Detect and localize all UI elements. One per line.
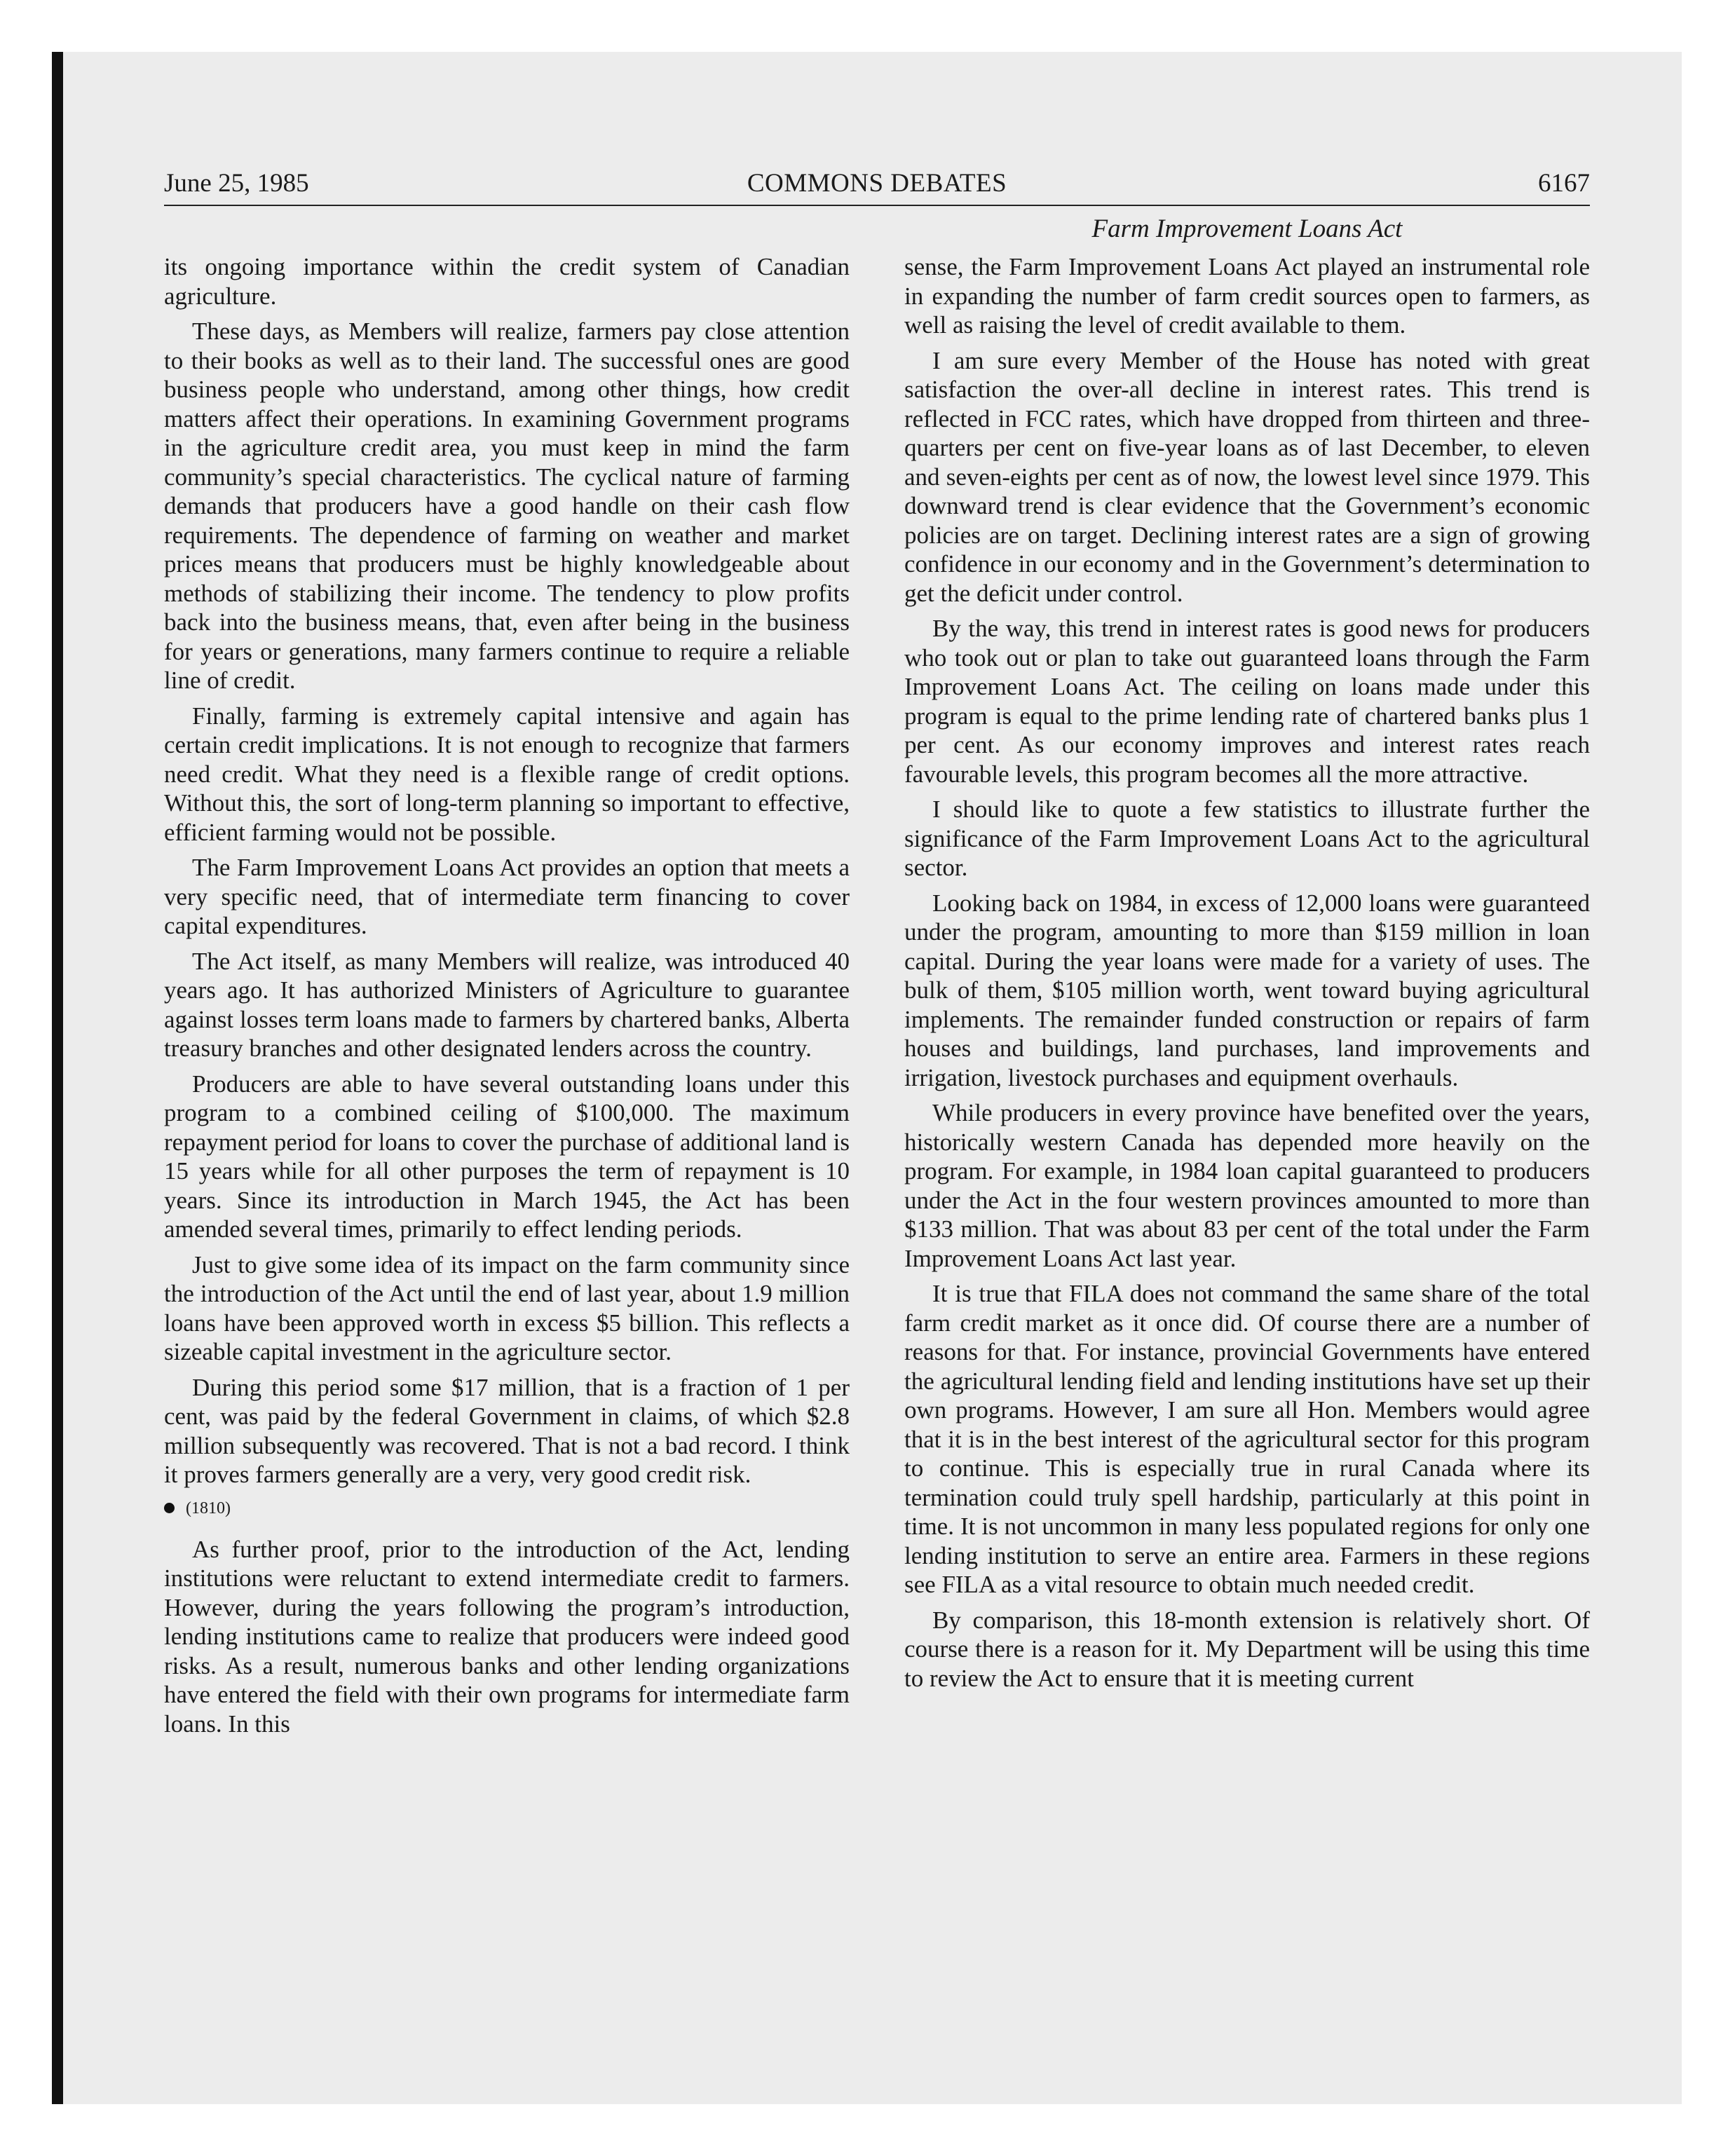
left-paragraph-6: Producers are able to have several outstanding loans under this program to a combined ceiling of $100,000. The maximum repayment period for loans to cover the purchase of additional land is 15 years while for all other purposes the term of repayment is 10 years. Since its introduction in March 1945, the Act has been amended several times, primarily to effect lending periods.: [164, 1070, 850, 1243]
header-page-number: 6167: [1538, 169, 1590, 198]
header-title: COMMONS DEBATES: [747, 169, 1007, 198]
right-paragraph-7: It is true that FILA does not command the same share of the total farm credit market as it once did. Of course there are a number of reasons for that. For instance, provincial Governments have entered the agricultural lending field and lending institutions have set up their own programs. However, I am sure all Hon. Members would agree that it is in the best interest of the agricultural sector for this program to continue. This is especially true in rural Canada where its termination could truly spell hardship, particularly at this point in time. It is not uncommon in many less populated regions for only one lending institution to serve an entire area. Farmers in these regions see FILA as a vital resource to obtain much needed credit.: [904, 1280, 1590, 1598]
right-paragraph-6: While producers in every province have benefited over the years, historically western Canada has depended more heavily on the program. For example, in 1984 loan capital guaranteed to producers under the Act in the four western provinces amounted to more than $133 million. That was about 83 per cent of the total under the Farm Improvement Loans Act last year.: [904, 1099, 1590, 1272]
left-paragraph-2: These days, as Members will realize, farmers pay close attention to their books as well as to their land. The successful ones are good business people who understand, among other things, how credit matters affect their operations. In examining Government programs in the agriculture credit area, you must keep in mind the farm community’s special characteristics. The cyclical nature of farming demands that producers have a good handle on their cash flow requirements. The dependence of farming on weather and market prices means that producers must be highly knowledgeable about methods of stabilizing their income. The tendency to plow profits back into the business means, that, even after being in the business for years or generations, many farmers continue to require a reliable line of credit.: [164, 318, 850, 694]
left-paragraph-8: During this period some $17 million, that is a fraction of 1 per cent, was paid by the federal Government in claims, of which $2.8 million subsequently was recovered. That is not a bad record. I think it proves farmers generally are a very, very good credit risk.: [164, 1373, 850, 1488]
time-marker-label: (1810): [186, 1499, 231, 1517]
page-header: [164, 164, 1590, 203]
right-paragraph-8: By comparison, this 18-month extension is relatively short. Of course there is a reason for it. My Department will be using this time to review the Act to ensure that it is meeting current: [904, 1606, 1590, 1692]
left-paragraph-5: The Act itself, as many Members will realize, was introduced 40 years ago. It has authorized Ministers of Agriculture to guarantee against losses term loans made to farmers by chartered banks, Alberta treasury branches and other designated lenders across the country.: [164, 947, 850, 1062]
right-paragraph-1: sense, the Farm Improvement Loans Act played an instrumental role in expanding the number of farm credit sources open to farmers, as well as raising the level of credit available to them.: [904, 253, 1590, 339]
running-head: Farm Improvement Loans Act: [1091, 214, 1403, 243]
left-paragraph-4: The Farm Improvement Loans Act provides an option that meets a very specific need, that of intermediate term financing to cover capital expenditures.: [164, 854, 850, 939]
left-column: [164, 252, 850, 1745]
header-date: June 25, 1985: [164, 169, 309, 198]
left-paragraph-1: its ongoing importance within the credit system of Canadian agriculture.: [164, 253, 850, 310]
left-paragraph-9: As further proof, prior to the introduction of the Act, lending institutions were reluctant to extend intermediate credit to farmers. However, during the years following the program’s introduction, lending institutions came to realize that producers were indeed good risks. As a result, numerous banks and other lending organizations have entered the field with their own programs for intermediate farm loans. In this: [164, 1535, 850, 1738]
left-paragraph-3: Finally, farming is extremely capital intensive and again has certain credit implications. It is not enough to recognize that farmers need credit. What they need is a flexible range of credit options. Without this, the sort of long-term planning so important to effective, efficient farming would not be possible.: [164, 702, 850, 846]
right-paragraph-5: Looking back on 1984, in excess of 12,000 loans were guaranteed under the program, amounting to more than $159 million in loan capital. During the year loans were made for a variety of uses. The bulk of them, $105 million worth, went toward buying agricultural implements. The remainder funded construction or repairs of farm houses and buildings, land purchases, land improvements and irrigation, livestock purchases and equipment overhauls.: [904, 889, 1590, 1091]
time-marker: [164, 1496, 850, 1521]
right-paragraph-2: I am sure every Member of the House has noted with great satisfaction the over-all decline in interest rates. This trend is reflected in FCC rates, which have dropped from thirteen and three-quarters per cent on five-year loans as of last December, to eleven and seven-eights per cent as of now, the lowest level since 1979. This downward trend is clear evidence that the Government’s economic policies are on target. Declining interest rates are a sign of growing confidence in our economy and in the Government’s determination to get the deficit under control.: [904, 346, 1590, 607]
right-paragraph-3: By the way, this trend in interest rates is good news for producers who took out or plan to take out guaranteed loans through the Farm Improvement Loans Act. The ceiling on loans made under this program is equal to the prime lending rate of chartered banks plus 1 per cent. As our economy improves and interest rates reach favourable levels, this program becomes all the more attractive.: [904, 615, 1590, 788]
header-rule: [164, 205, 1590, 206]
right-column: [904, 252, 1590, 1699]
right-paragraph-4: I should like to quote a few statistics to illustrate further the significance of the Farm Improvement Loans Act to the agricultural sector.: [904, 796, 1590, 881]
bullet-icon: [164, 1503, 175, 1513]
left-paragraph-7: Just to give some idea of its impact on the farm community since the introduction of the Act until the end of last year, about 1.9 million loans have been approved worth in excess $5 billion. This reflects a sizeable capital investment in the agriculture sector.: [164, 1250, 850, 1365]
scan-edge-bar: [52, 52, 63, 2104]
